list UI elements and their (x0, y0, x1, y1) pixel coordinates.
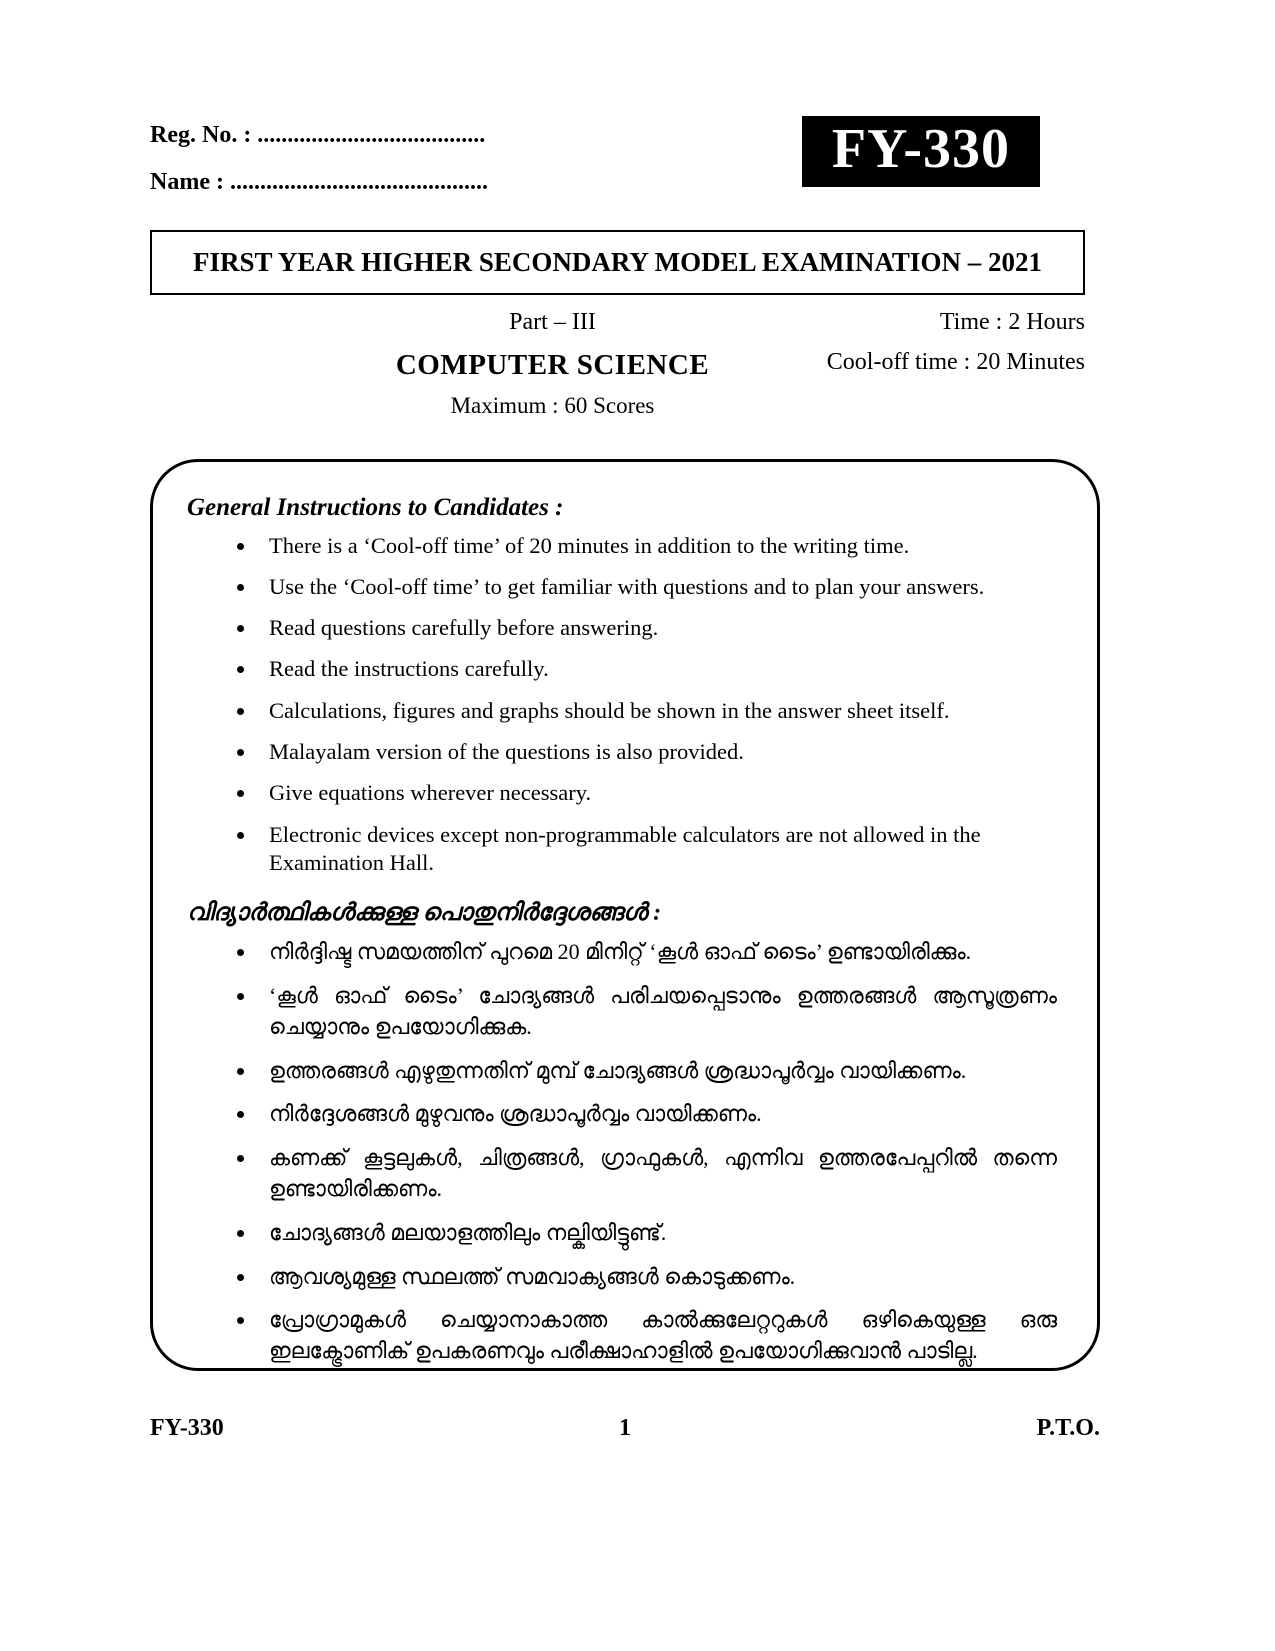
english-instructions-list (185, 532, 1057, 879)
instruction-item: • Give equations wherever necessary. (257, 779, 1057, 808)
name-field: Name : ........................................... (150, 168, 488, 195)
footer-pto-label: P.T.O. (1036, 1414, 1100, 1441)
time-label: Time : 2 Hours (939, 308, 1085, 335)
instruction-item: • Use the ‘Cool-off time’ to get familiar with questions and to plan your answers. (257, 573, 1057, 602)
maximum-line (150, 393, 1085, 431)
instruction-item: • Electronic devices except non-programmable calculators are not allowed in the Examination Hall. (257, 821, 1057, 879)
footer-paper-code: FY-330 (150, 1414, 224, 1441)
english-instructions-heading: General Instructions to Candidates : (187, 493, 564, 521)
instruction-item: • ‘കൂൾ ഓഫ് ടൈം’ ചോദ്യങ്ങൾ പരിചയപ്പെടാനും ഉത്തരങ്ങൾ ആസൂത്രണം ചെയ്യാനും ഉപയോഗിക്കുക. (257, 981, 1057, 1043)
malayalam-instructions-list (185, 937, 1057, 1367)
subject-line (150, 349, 1085, 393)
instruction-item: • നിർദ്ദിഷ്ട സമയത്തിന് പുറമെ 20 മിനിറ്റ് ‘കൂൾ ഓഫ് ടൈം’ ഉണ്ടായിരിക്കും. (257, 937, 1057, 968)
instruction-item: • Calculations, figures and graphs should be shown in the answer sheet itself. (257, 697, 1057, 726)
exam-title-box: FIRST YEAR HIGHER SECONDARY MODEL EXAMINATION – 2021 (150, 230, 1085, 295)
instruction-item: • ആവശ്യമുള്ള സ്ഥലത്ത് സമവാക്യങ്ങൾ കൊടുക്കണം. (257, 1262, 1057, 1293)
malayalam-instructions-heading: വിദ്യാർത്ഥികൾക്കുള്ള പൊതുനിർദ്ദേശങ്ങൾ : (187, 900, 662, 927)
part-label: Part – III (509, 308, 596, 335)
instruction-item: • Read questions carefully before answering. (257, 614, 1057, 643)
subject-label: COMPUTER SCIENCE (395, 348, 710, 381)
instruction-item: • Malayalam version of the questions is also provided. (257, 738, 1057, 767)
general-instructions-box (150, 459, 1100, 1371)
maximum-score-label: Maximum : 60 Scores (450, 392, 655, 418)
instruction-item: • പ്രോഗ്രാമുകൾ ചെയ്യാനാകാത്ത കാൽക്കുലേറ്ററുകൾ ഒഴികെയുള്ള ഒരു ഇലക്ട്രോണിക് ഉപകരണവും പരീക്ഷാഹാളിൽ ഉപയോഗിക്കുവാൻ പാടില്ല. (257, 1305, 1057, 1367)
instruction-item: • Read the instructions carefully. (257, 655, 1057, 684)
cool-off-label: Cool-off time : 20 Minutes (826, 348, 1085, 375)
page-header (150, 112, 1125, 206)
instruction-item: • കണക്ക് കൂട്ടലുകൾ, ചിത്രങ്ങൾ, ഗ്രാഫുകൾ, എന്നിവ ഉത്തരപേപ്പറിൽ തന്നെ ഉണ്ടായിരിക്കണം. (257, 1143, 1057, 1205)
paper-code-badge: FY-330 (802, 116, 1040, 187)
candidate-fields (150, 112, 488, 206)
instruction-item: • ചോദ്യങ്ങൾ മലയാളത്തിലും നല്കിയിട്ടുണ്ട്. (257, 1218, 1057, 1249)
exam-meta (150, 309, 1085, 431)
part-time-line (150, 309, 1085, 349)
instruction-item: • നിർദ്ദേശങ്ങൾ മുഴുവനും ശ്രദ്ധാപൂർവ്വം വായിക്കണം. (257, 1099, 1057, 1130)
instruction-item: • There is a ‘Cool-off time’ of 20 minutes in addition to the writing time. (257, 532, 1057, 561)
reg-no-field: Reg. No. : ...................................... (150, 122, 486, 148)
instruction-item: • ഉത്തരങ്ങൾ എഴുതുന്നതിന് മുമ്പ് ചോദ്യങ്ങൾ ശ്രദ്ധാപൂർവ്വം വായിക്കണം. (257, 1056, 1057, 1087)
footer-page-number: 1 (618, 1414, 631, 1441)
page-footer (150, 1415, 1100, 1442)
